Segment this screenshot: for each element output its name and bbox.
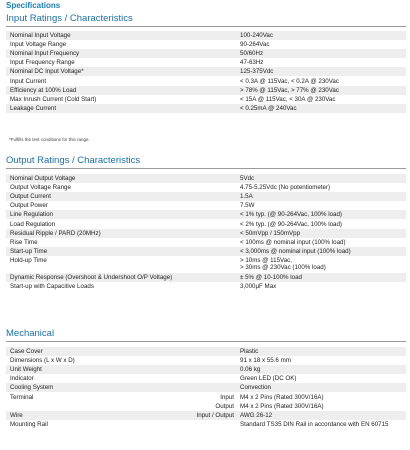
- row-label: Efficiency at 100% Load: [6, 86, 236, 95]
- row-sublabel: [186, 383, 236, 392]
- row-label: Dimensions (L x W x D): [6, 356, 186, 365]
- row-value: 3,000µF Max: [236, 282, 406, 291]
- table-row: [6, 238, 406, 247]
- row-value: < 0.25mA @ 240Vac: [236, 104, 406, 113]
- row-value: < 15A @ 115Vac, < 30A @ 230Vac: [236, 95, 406, 104]
- row-value: 47-63Hz: [236, 58, 406, 67]
- table-row: [6, 49, 406, 58]
- table-row: [6, 411, 406, 420]
- table-row: [6, 282, 406, 291]
- row-label: Case Cover: [6, 347, 186, 356]
- table-row: [6, 86, 406, 95]
- row-value: [236, 256, 406, 273]
- row-label: Output Voltage Range: [6, 183, 236, 192]
- output-ratings-table: [6, 174, 406, 291]
- table-row: [6, 374, 406, 383]
- table-row: [6, 183, 406, 192]
- table-row: [6, 383, 406, 392]
- row-value: Standard TS35 DIN Rail in accordance with EN 60715: [236, 420, 406, 429]
- row-value-line-1: > 10ms @ 115Vac,: [240, 257, 292, 265]
- row-value: Plastic: [236, 347, 406, 356]
- row-value: M4 x 2 Pins (Rated 300V/16A): [236, 402, 406, 411]
- row-label: [6, 402, 186, 411]
- row-label: Mounting Rail: [6, 420, 186, 429]
- row-label: Start-up Time: [6, 247, 236, 256]
- table-row: [6, 174, 406, 183]
- table-row: [6, 104, 406, 113]
- row-label: Hold-up Time: [6, 256, 236, 273]
- row-sublabel: Input: [186, 392, 236, 401]
- row-label: Output Current: [6, 192, 236, 201]
- row-value: 1.5A: [236, 192, 406, 201]
- row-value: < 0.3A @ 115Vac, < 0.2A @ 230Vac: [236, 76, 406, 85]
- row-label: Max Inrush Current (Cold Start): [6, 95, 236, 104]
- row-value: 100-240Vac: [236, 31, 406, 40]
- mechanical-section-title: Mechanical: [6, 328, 55, 339]
- table-row: [6, 210, 406, 219]
- row-label: Input Voltage Range: [6, 40, 236, 49]
- row-value: 90-264Vac: [236, 40, 406, 49]
- row-value: AWG 26-12: [236, 411, 406, 420]
- row-label: Unit Weight: [6, 365, 186, 374]
- table-row: [6, 192, 406, 201]
- row-value: 0.06 kg: [236, 365, 406, 374]
- row-sublabel: Output: [186, 402, 236, 411]
- row-value: Green LED (DC OK): [236, 374, 406, 383]
- row-sublabel: [186, 420, 236, 429]
- row-sublabel: [186, 365, 236, 374]
- row-label: Output Power: [6, 201, 236, 210]
- row-value: < 50mVpp / 150mVpp: [236, 229, 406, 238]
- row-label: Nominal Input Voltage: [6, 31, 236, 40]
- table-row: [6, 420, 406, 429]
- input-ratings-table: [6, 31, 406, 113]
- output-section-title: Output Ratings / Characteristics: [6, 155, 141, 166]
- row-sublabel: [186, 347, 236, 356]
- row-label: Terminal: [6, 392, 186, 401]
- row-label: Dynamic Response (Overshoot & Undershoot O/P Voltage): [6, 273, 236, 282]
- output-section-divider: [6, 168, 406, 169]
- mechanical-section-divider: [6, 341, 406, 342]
- row-value: 125-375Vdc: [236, 67, 406, 76]
- row-value: 5Vdc: [236, 174, 406, 183]
- row-value: 50/60Hz: [236, 49, 406, 58]
- input-section-title: Input Ratings / Characteristics: [6, 13, 133, 24]
- table-row: [6, 229, 406, 238]
- row-label: Nominal Input Frequency: [6, 49, 236, 58]
- row-value: < 100ms @ nominal input (100% load): [236, 238, 406, 247]
- row-label: Nominal Output Voltage: [6, 174, 236, 183]
- table-row: [6, 95, 406, 104]
- row-value-line-2: > 30ms @ 230Vac (100% load): [240, 264, 326, 272]
- table-row: [6, 256, 406, 273]
- table-row: [6, 356, 406, 365]
- row-label: Residual Ripple / PARD (20MHz): [6, 229, 236, 238]
- row-value: M4 x 2 Pins (Rated 300V/16A): [236, 392, 406, 401]
- row-value: 91 x 18 x 55.6 mm: [236, 356, 406, 365]
- table-row: [6, 76, 406, 85]
- row-label: Leakage Current: [6, 104, 236, 113]
- table-row: [6, 273, 406, 282]
- table-row: [6, 402, 406, 411]
- row-label: Line Regulation: [6, 210, 236, 219]
- row-sublabel: Input / Output: [186, 411, 236, 420]
- table-row: [6, 392, 406, 401]
- row-sublabel: [186, 356, 236, 365]
- row-label: Start-up with Capacitive Loads: [6, 282, 236, 291]
- row-label: Indicator: [6, 374, 186, 383]
- row-label: Wire: [6, 411, 186, 420]
- table-row: [6, 365, 406, 374]
- input-section-divider: [6, 26, 406, 27]
- row-value: Convection: [236, 383, 406, 392]
- table-row: [6, 67, 406, 76]
- row-value: < 2% typ. (@ 90-264Vac, 100% load): [236, 219, 406, 228]
- row-label: Cooling System: [6, 383, 186, 392]
- table-row: [6, 40, 406, 49]
- table-row: [6, 219, 406, 228]
- table-row: [6, 58, 406, 67]
- row-value: 7.5W: [236, 201, 406, 210]
- row-value: > 78% @ 115Vac, > 77% @ 230Vac: [236, 86, 406, 95]
- row-value: 4.75-5.25Vdc (No potentiometer): [236, 183, 406, 192]
- row-label: Load Regulation: [6, 219, 236, 228]
- row-label: Rise Time: [6, 238, 236, 247]
- table-row: [6, 31, 406, 40]
- row-label: Input Frequency Range: [6, 58, 236, 67]
- row-label: Nominal DC Input Voltage*: [6, 67, 236, 76]
- page-title: Specifications: [6, 1, 61, 10]
- input-footnote: *Fulfills the test conditions for this range.: [9, 137, 90, 142]
- row-label: Input Current: [6, 76, 236, 85]
- table-row: [6, 201, 406, 210]
- table-row: [6, 347, 406, 356]
- mechanical-table: [6, 347, 406, 429]
- row-sublabel: [186, 374, 236, 383]
- table-row: [6, 247, 406, 256]
- row-value: < 1% typ. (@ 90-264Vac, 100% load): [236, 210, 406, 219]
- row-value: ± 5% @ 10-100% load: [236, 273, 406, 282]
- row-value: < 3,000ms @ nominal input (100% load): [236, 247, 406, 256]
